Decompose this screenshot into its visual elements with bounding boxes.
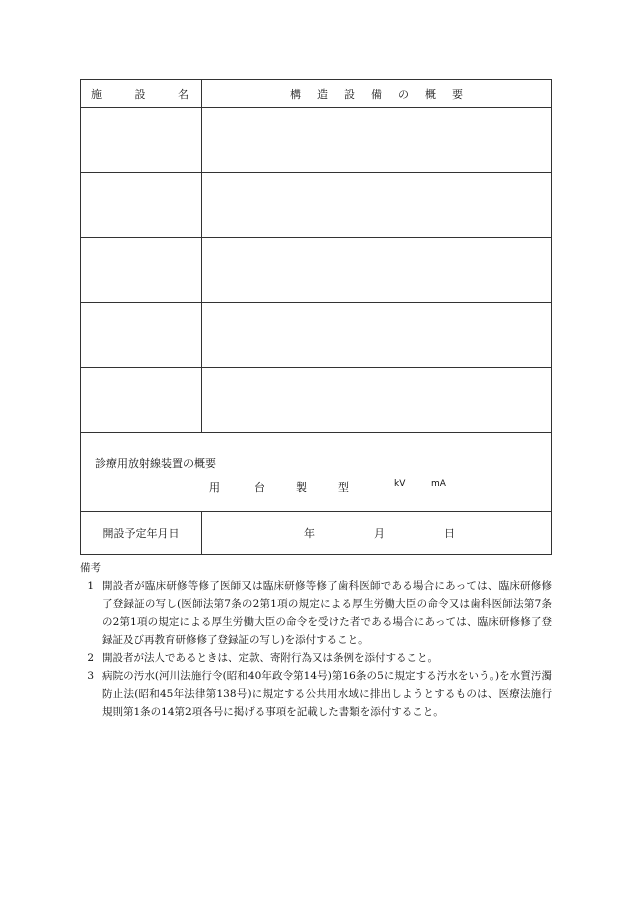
header-char: 備 [371,87,382,101]
xray-unit-label: mA [431,479,446,489]
facility-name-header [81,80,202,108]
month-label: 月 [374,527,385,540]
year-label: 年 [304,527,315,540]
facility-row [81,303,552,368]
structure-summary-cell[interactable] [202,108,552,173]
facility-row [81,173,552,238]
note-text: 開設者が法人であるときは、定款、寄附行為又は条例を添付すること。 [102,652,438,664]
xray-unit-label: 用 [209,481,220,494]
facility-name-cell[interactable] [81,173,202,238]
facility-name-cell[interactable] [81,368,202,433]
header-char: 構 [290,87,301,101]
xray-title: 診療用放射線装置の概要 [95,457,216,470]
facility-name-cell[interactable] [81,303,202,368]
header-char: の [398,87,409,101]
header-char: 概 [425,87,436,101]
header-char: 要 [452,87,463,101]
opening-date-row [81,512,552,555]
note-number: 3 [87,670,94,682]
note-text: 病院の汚水(河川法施行令(昭和40年政令第14号)第16条の5に規定する汚水をいう。)を水質汚濁防止法(昭和45年法律第138号)に規定する公共用水域に排出しようとするものは、医療法施行規則第1条の14第2項各号に掲げる事項を記載した書類を添付すること。 [102,670,552,718]
header-char: 設 [344,87,355,101]
header-char: 設 [134,87,146,101]
note-item [80,667,552,721]
facility-row [81,238,552,303]
header-char: 名 [178,87,189,101]
xray-unit-label: kV [394,479,406,489]
facility-row [81,108,552,173]
table-header-row [81,80,552,108]
day-label: 日 [444,527,455,540]
note-number: 1 [87,580,94,592]
structure-summary-header [202,80,552,108]
xray-row [81,433,552,512]
facility-name-cell[interactable] [81,238,202,303]
facility-row [81,368,552,433]
structure-summary-cell[interactable] [202,368,552,433]
xray-unit-label: 型 [338,481,349,494]
structure-summary-cell[interactable] [202,238,552,303]
header-char: 造 [317,87,328,101]
note-item [80,577,552,649]
note-text: 開設者が臨床研修等修了医師又は臨床研修等修了歯科医師である場合にあっては、臨床研修修了登録証の写し(医師法第7条の2第1項の規定による厚生労働大臣の命令又は歯科医師法第7条の2第1項の規定による厚生労働大臣の命令を受けた者である場合にあっては、臨床研修修了登録証及び再教育研修修了登録証の写し)を添付すること。 [102,580,552,646]
xray-units [209,479,551,495]
facility-name-cell[interactable] [81,108,202,173]
structure-summary-cell[interactable] [202,303,552,368]
opening-date-cell[interactable] [202,512,552,555]
structure-summary-cell[interactable] [202,173,552,238]
header-char: 施 [91,87,102,101]
notes-title: 備考 [80,562,101,574]
note-item [80,649,552,667]
xray-unit-label: 台 [254,481,265,494]
opening-date-label: 開設予定年月日 [81,512,202,555]
xray-summary-cell[interactable] [81,433,552,512]
xray-unit-label: 製 [296,481,307,494]
notes-section [80,559,552,721]
facility-form-table [80,79,552,555]
note-number: 2 [87,652,94,664]
